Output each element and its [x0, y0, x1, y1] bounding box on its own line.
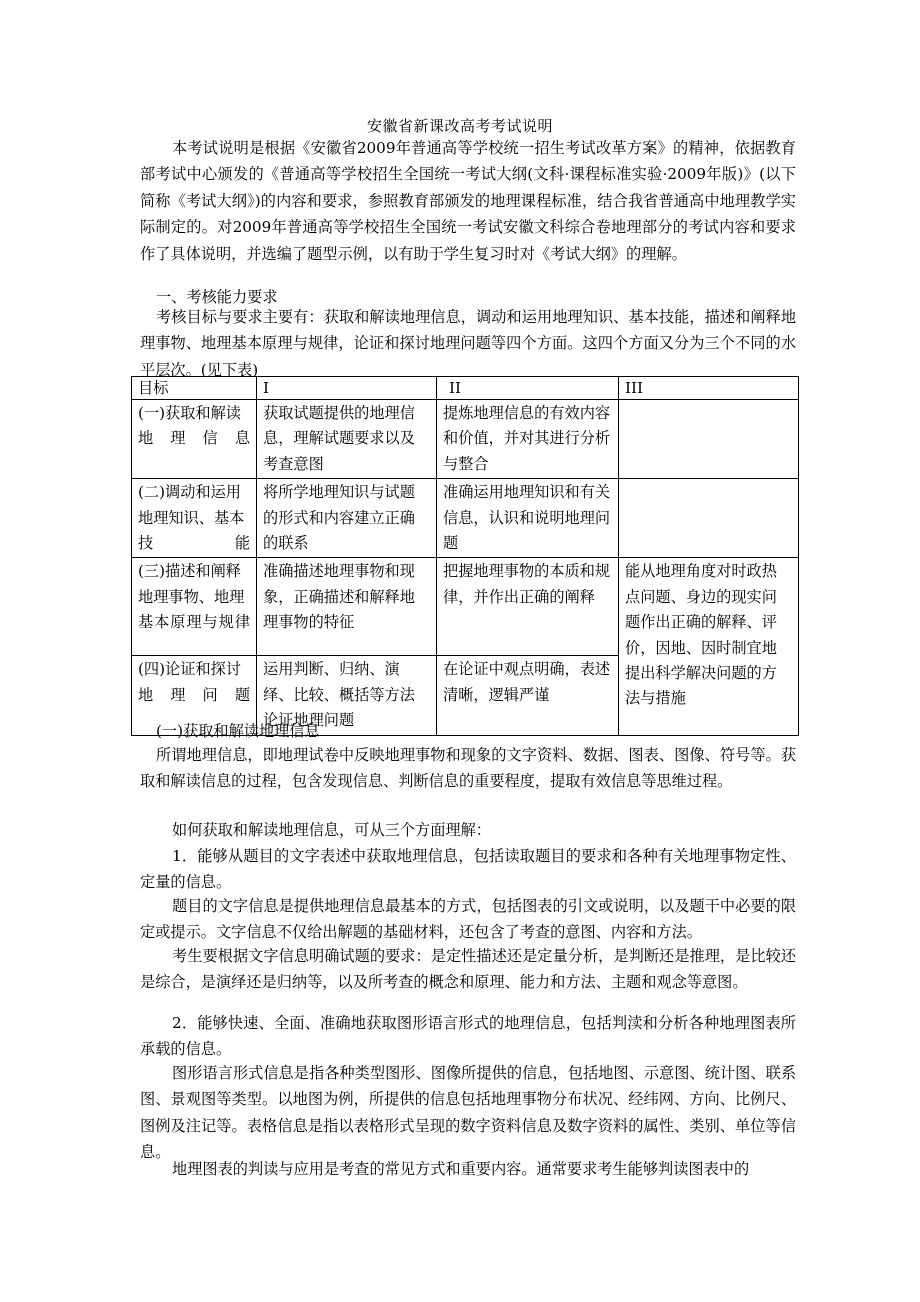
level1-cell: 将所学地理知识与试题的形式和内容建立正确的联系: [257, 479, 437, 558]
level2-cell: 在论证中观点明确，表述清晰，逻辑严谨: [437, 656, 619, 735]
paragraph-graphic-info: 图形语言形式信息是指各种类型图形、图像所提供的信息，包括地图、示意图、统计图、联系图、景观图等类型。以地图为例，所提供的信息包括地理事物分布状况、经纬网、方向、比例尺、图例及注记等。表格信息是指以表格形式呈现的数字资料信息及数字资料的属性、类别、单位等信息。: [140, 1064, 796, 1162]
table-row: [132, 400, 799, 479]
level3-cell-empty: [619, 479, 799, 558]
ability-levels-table: [131, 376, 799, 736]
paragraph-intro-three: 如何获取和解读地理信息，可从三个方面理解：: [172, 821, 491, 839]
paragraph-point-2: 2．能够快速、全面、准确地获取图形语言形式的地理信息，包括判渎和分析各种地理图表所承载的信息。: [140, 1014, 796, 1059]
goal-cell: (四)论证和探讨地理问题: [132, 656, 257, 735]
header-level-2: II: [437, 377, 619, 400]
level1-cell: 运用判断、归纳、演绎、比较、概括等方法论证地理问题: [257, 656, 437, 735]
header-level-1: I: [257, 377, 437, 400]
table-header-row: [132, 377, 799, 400]
level1-cell: 准确描述地理事物和现象，正确描述和解释地理事物的特征: [257, 558, 437, 656]
header-level-3: III: [619, 377, 799, 400]
goal-cell: (一)获取和解读地理信息: [132, 400, 257, 479]
paragraph-definition: 所谓地理信息，即地理试卷中反映地理事物和现象的文字资料、数据、图表、图像、符号等。获取和解读信息的过程，包含发现信息、判断信息的重要程度，提取有效信息等思维过程。: [140, 746, 796, 791]
level2-cell: 准确运用地理知识和有关信息，认识和说明地理问题: [437, 479, 619, 558]
table-row: [132, 558, 799, 656]
intro-paragraph: 本考试说明是根据《安徽省2009年普通高等学校统一招生考试改革方案》的精神，依据教育部考试中心颁发的《普通高等学校招生全国统一考试大纲(文科·课程标准实验·2009年版)》(以下简称《考试大纲》)的内容和要求，参照教育部颁发的地理课程标准，结合我省普通高中地理教学实际制定的。对2009年普通高等学校招生全国统一考试安徽文科综合卷地理部分的考试内容和要求作了具体说明，并选编了题型示例，以有助于学生复习时对《考试大纲》的理解。: [140, 139, 796, 263]
paragraph-point-1: 1．能够从题目的文字表述中获取地理信息，包括读取题目的要求和各种有关地理事物定性、定量的信息。: [140, 847, 796, 892]
level3-cell-empty: [619, 400, 799, 479]
header-goal: 目标: [132, 377, 257, 400]
paragraph-text-info: 题目的文字信息是提供地理信息最基本的方式，包括图表的引文或说明，以及题干中必要的限定或提示。文字信息不仅给出解题的基础材料，还包含了考查的意图、内容和方法。: [140, 897, 796, 942]
section1-heading: 一、考核能力要求: [156, 288, 278, 306]
document-title: 安徽省新课改高考考试说明: [366, 117, 553, 135]
goal-cell: (二)调动和运用地理知识、基本技能: [132, 479, 257, 558]
paragraph-chart-reading: 地理图表的判读与应用是考查的常见方式和重要内容。通常要求考生能够判读图表中的: [172, 1160, 750, 1178]
table-row: [132, 479, 799, 558]
subsection1-heading: (一)获取和解读地理信息: [156, 722, 320, 740]
level2-cell: 提炼地理信息的有效内容和价值，并对其进行分析与整合: [437, 400, 619, 479]
goal-cell: (三)描述和阐释地理事物、地理基本原理与规律: [132, 558, 257, 656]
section1-paragraph: 考核目标与要求主要有：获取和解读地理信息，调动和运用地理知识、基本技能，描述和阐释地理事物、地理基本原理与规律，论证和探讨地理问题等四个方面。这四个方面又分为三个不同的水平层次。(见下表): [140, 308, 796, 379]
paragraph-requirements: 考生要根据文字信息明确试题的要求：是定性描述还是定量分析，是判断还是推理，是比较还是综合，是演绎还是归纳等，以及所考查的概念和原理、能力和方法、主题和观念等意图。: [140, 947, 796, 992]
level1-cell: 获取试题提供的地理信息，理解试题要求以及考查意图: [257, 400, 437, 479]
level2-cell: 把握地理事物的本质和规律，并作出正确的阐释: [437, 558, 619, 656]
level3-cell: 能从地理角度对时政热点问题、身边的现实问题作出正确的解释、评价，因地、因时制宜地提出科学解决问题的方法与措施: [619, 558, 799, 735]
